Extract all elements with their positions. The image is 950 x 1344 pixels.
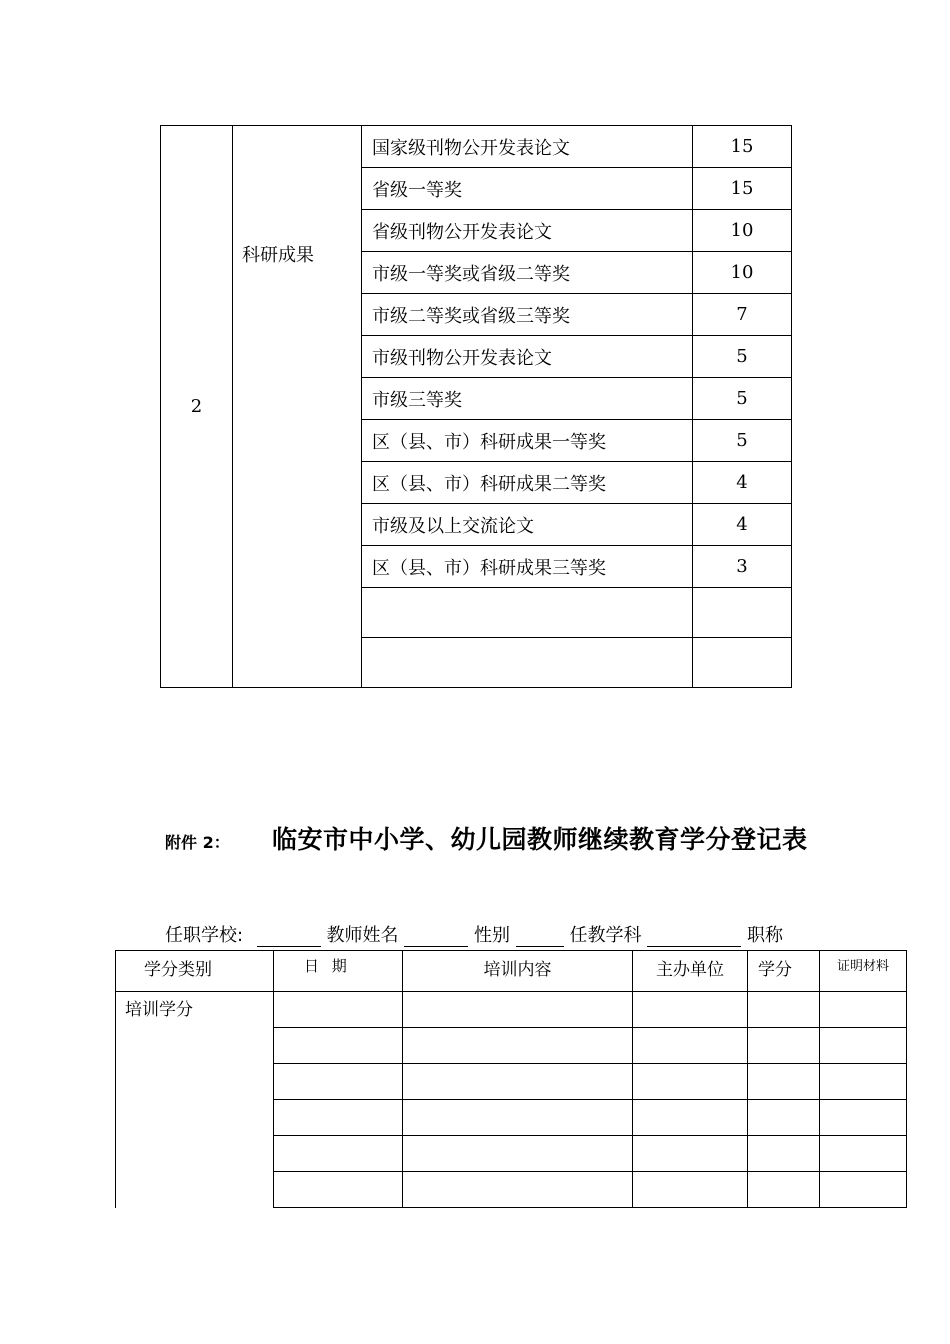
item-score: 5: [693, 378, 792, 420]
header-organizer: 主办单位: [633, 951, 748, 992]
date-cell[interactable]: [274, 1172, 403, 1208]
header-proof: 证明材料: [820, 951, 907, 992]
organizer-cell[interactable]: [633, 1136, 748, 1172]
item-name-empty: [362, 588, 693, 638]
item-name-empty: [362, 638, 693, 688]
item-name: 市级及以上交流论文: [362, 504, 693, 546]
page-title: 临安市中小学、幼儿园教师继续教育学分登记表: [272, 825, 808, 854]
credit-cell[interactable]: [748, 1136, 820, 1172]
item-name: 市级二等奖或省级三等奖: [362, 294, 693, 336]
content-cell[interactable]: [403, 1064, 633, 1100]
credit-cell[interactable]: [748, 1028, 820, 1064]
item-name: 省级一等奖: [362, 168, 693, 210]
item-score: 4: [693, 504, 792, 546]
date-cell[interactable]: [274, 992, 403, 1028]
item-score: 10: [693, 252, 792, 294]
info-line: [165, 921, 783, 947]
training-credit-label: 培训学分: [116, 992, 274, 1208]
organizer-cell[interactable]: [633, 1064, 748, 1100]
gender-blank[interactable]: [516, 926, 564, 947]
content-cell[interactable]: [403, 1100, 633, 1136]
school-blank[interactable]: [257, 926, 321, 947]
subject-label: 任教学科: [569, 925, 642, 946]
category-cell: 科研成果: [233, 126, 362, 688]
date-cell[interactable]: [274, 1028, 403, 1064]
name-blank[interactable]: [404, 926, 468, 947]
item-score: 5: [693, 420, 792, 462]
credit-cell[interactable]: [748, 1100, 820, 1136]
item-name: 省级刊物公开发表论文: [362, 210, 693, 252]
proof-cell[interactable]: [820, 1100, 907, 1136]
organizer-cell[interactable]: [633, 992, 748, 1028]
date-cell[interactable]: [274, 1100, 403, 1136]
credit-cell[interactable]: [748, 1064, 820, 1100]
header-content: 培训内容: [403, 951, 633, 992]
job-title-label: 职称: [746, 925, 783, 946]
gender-label: 性别: [474, 925, 511, 946]
item-name: 区（县、市）科研成果二等奖: [362, 462, 693, 504]
content-cell[interactable]: [403, 1172, 633, 1208]
organizer-cell[interactable]: [633, 1100, 748, 1136]
school-label: 任职学校:: [165, 925, 244, 946]
item-name: 市级三等奖: [362, 378, 693, 420]
proof-cell[interactable]: [820, 992, 907, 1028]
item-name: 国家级刊物公开发表论文: [362, 126, 693, 168]
name-label: 教师姓名: [326, 925, 399, 946]
content-cell[interactable]: [403, 992, 633, 1028]
credit-register-table: [115, 950, 907, 1208]
item-name: 市级一等奖或省级二等奖: [362, 252, 693, 294]
item-score: 3: [693, 546, 792, 588]
item-score: 10: [693, 210, 792, 252]
item-score: 7: [693, 294, 792, 336]
organizer-cell[interactable]: [633, 1172, 748, 1208]
item-name: 区（县、市）科研成果三等奖: [362, 546, 693, 588]
content-cell[interactable]: [403, 1028, 633, 1064]
item-score: 4: [693, 462, 792, 504]
proof-cell[interactable]: [820, 1064, 907, 1100]
proof-cell[interactable]: [820, 1028, 907, 1064]
row-number: 2: [161, 126, 233, 688]
item-score: 15: [693, 126, 792, 168]
header-credit: 学分: [748, 951, 820, 992]
item-score-empty: [693, 638, 792, 688]
research-results-table: [160, 125, 792, 688]
item-name: 市级刊物公开发表论文: [362, 336, 693, 378]
organizer-cell[interactable]: [633, 1028, 748, 1064]
proof-cell[interactable]: [820, 1136, 907, 1172]
header-date: 日 期: [274, 951, 403, 992]
item-score: 15: [693, 168, 792, 210]
item-name: 区（县、市）科研成果一等奖: [362, 420, 693, 462]
proof-cell[interactable]: [820, 1172, 907, 1208]
content-cell[interactable]: [403, 1136, 633, 1172]
item-score: 5: [693, 336, 792, 378]
credit-cell[interactable]: [748, 1172, 820, 1208]
header-category: 学分类别: [116, 951, 274, 992]
date-cell[interactable]: [274, 1064, 403, 1100]
credit-cell[interactable]: [748, 992, 820, 1028]
annex-label: 附件 2：: [165, 833, 230, 852]
item-score-empty: [693, 588, 792, 638]
subject-blank[interactable]: [647, 926, 741, 947]
date-cell[interactable]: [274, 1136, 403, 1172]
